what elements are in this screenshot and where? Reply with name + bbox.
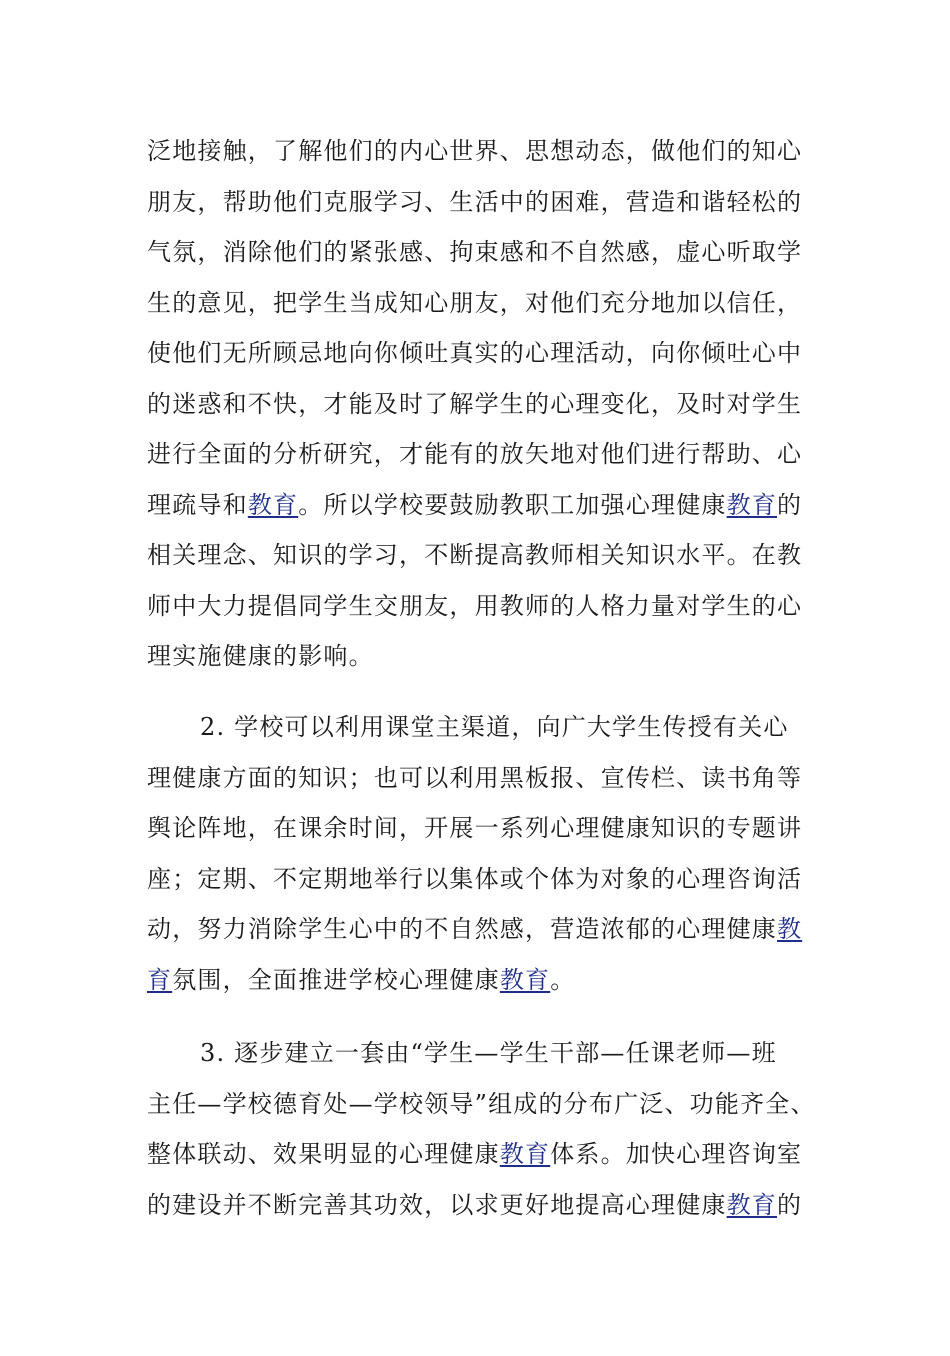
- paragraph-2: [147, 702, 827, 1005]
- text-line: 主任—学校德育处—学校领导”组成的分布广泛、功能齐全、: [147, 1089, 816, 1118]
- text-line: 相关理念、知识的学习，不断提高教师相关知识水平。在教: [147, 541, 803, 569]
- text-line: 的迷惑和不快，才能及时了解学生的心理变化，及时对学生: [147, 389, 803, 418]
- text-line: [147, 480, 827, 531]
- education-link-part-1[interactable]: 教: [777, 915, 803, 943]
- text-fragment: 整体联动、效果明显的心理健康: [147, 1140, 500, 1168]
- text-line: [147, 955, 827, 1006]
- education-link[interactable]: 教育: [247, 490, 299, 519]
- text-line: 2. 学校可以利用课堂主渠道，向广大学生传授有关心: [200, 713, 789, 741]
- text-fragment: 的建设并不断完善其功效，以求更好地提高心理健康: [147, 1190, 727, 1219]
- text-line: 生的意见，把学生当成知心朋友，对他们充分地加以信任，: [147, 288, 803, 317]
- text-line: 气氛，消除他们的紧张感、拘束感和不自然感，虚心听取学: [147, 238, 803, 266]
- education-link[interactable]: 教育: [499, 965, 551, 994]
- text-line: 师中大力提倡同学生交朋友，用教师的人格力量对学生的心: [147, 591, 803, 620]
- education-link-part-2[interactable]: 育: [147, 965, 173, 994]
- text-line: [147, 904, 827, 955]
- text-line: [147, 1129, 827, 1180]
- text-line: 理健康方面的知识；也可以利用黑板报、宣传栏、读书角等: [147, 763, 803, 792]
- text-line: 朋友，帮助他们克服学习、生活中的困难，营造和谐轻松的: [147, 187, 803, 216]
- text-line: 泛地接触，了解他们的内心世界、思想动态，做他们的知心: [147, 137, 803, 165]
- text-fragment: 体系。加快心理咨询室: [550, 1140, 803, 1168]
- text-fragment: 动，努力消除学生心中的不自然感，营造浓郁的心理健康: [147, 915, 777, 943]
- text-fragment: 的: [777, 490, 803, 519]
- text-line: [147, 1180, 827, 1231]
- text-line: 座；定期、不定期地举行以集体或个体为对象的心理咨询活: [147, 864, 803, 893]
- text-line: 理实施健康的影响。: [147, 642, 374, 670]
- education-link[interactable]: 教育: [499, 1140, 551, 1168]
- text-line: 舆论阵地，在课余时间，开展一系列心理健康知识的专题讲: [147, 814, 803, 842]
- text-line: 使他们无所顾忌地向你倾吐真实的心理活动，向你倾吐心中: [147, 339, 803, 367]
- text-fragment: 理疏导和: [147, 490, 248, 519]
- text-fragment: 。: [550, 965, 576, 994]
- paragraph-3: [147, 1028, 827, 1230]
- text-line: 3. 逐步建立一套由“学生—学生干部—任课老师—班: [200, 1039, 777, 1067]
- education-link[interactable]: 教育: [726, 490, 778, 519]
- text-fragment: 氛围，全面推进学校心理健康: [172, 965, 500, 994]
- text-fragment: 的: [777, 1190, 803, 1219]
- text-fragment: 。所以学校要鼓励教职工加强心理健康: [298, 490, 727, 519]
- education-link[interactable]: 教育: [726, 1190, 778, 1219]
- paragraph-1: [147, 126, 827, 682]
- text-line: 进行全面的分析研究，才能有的放矢地对他们进行帮助、心: [147, 440, 803, 468]
